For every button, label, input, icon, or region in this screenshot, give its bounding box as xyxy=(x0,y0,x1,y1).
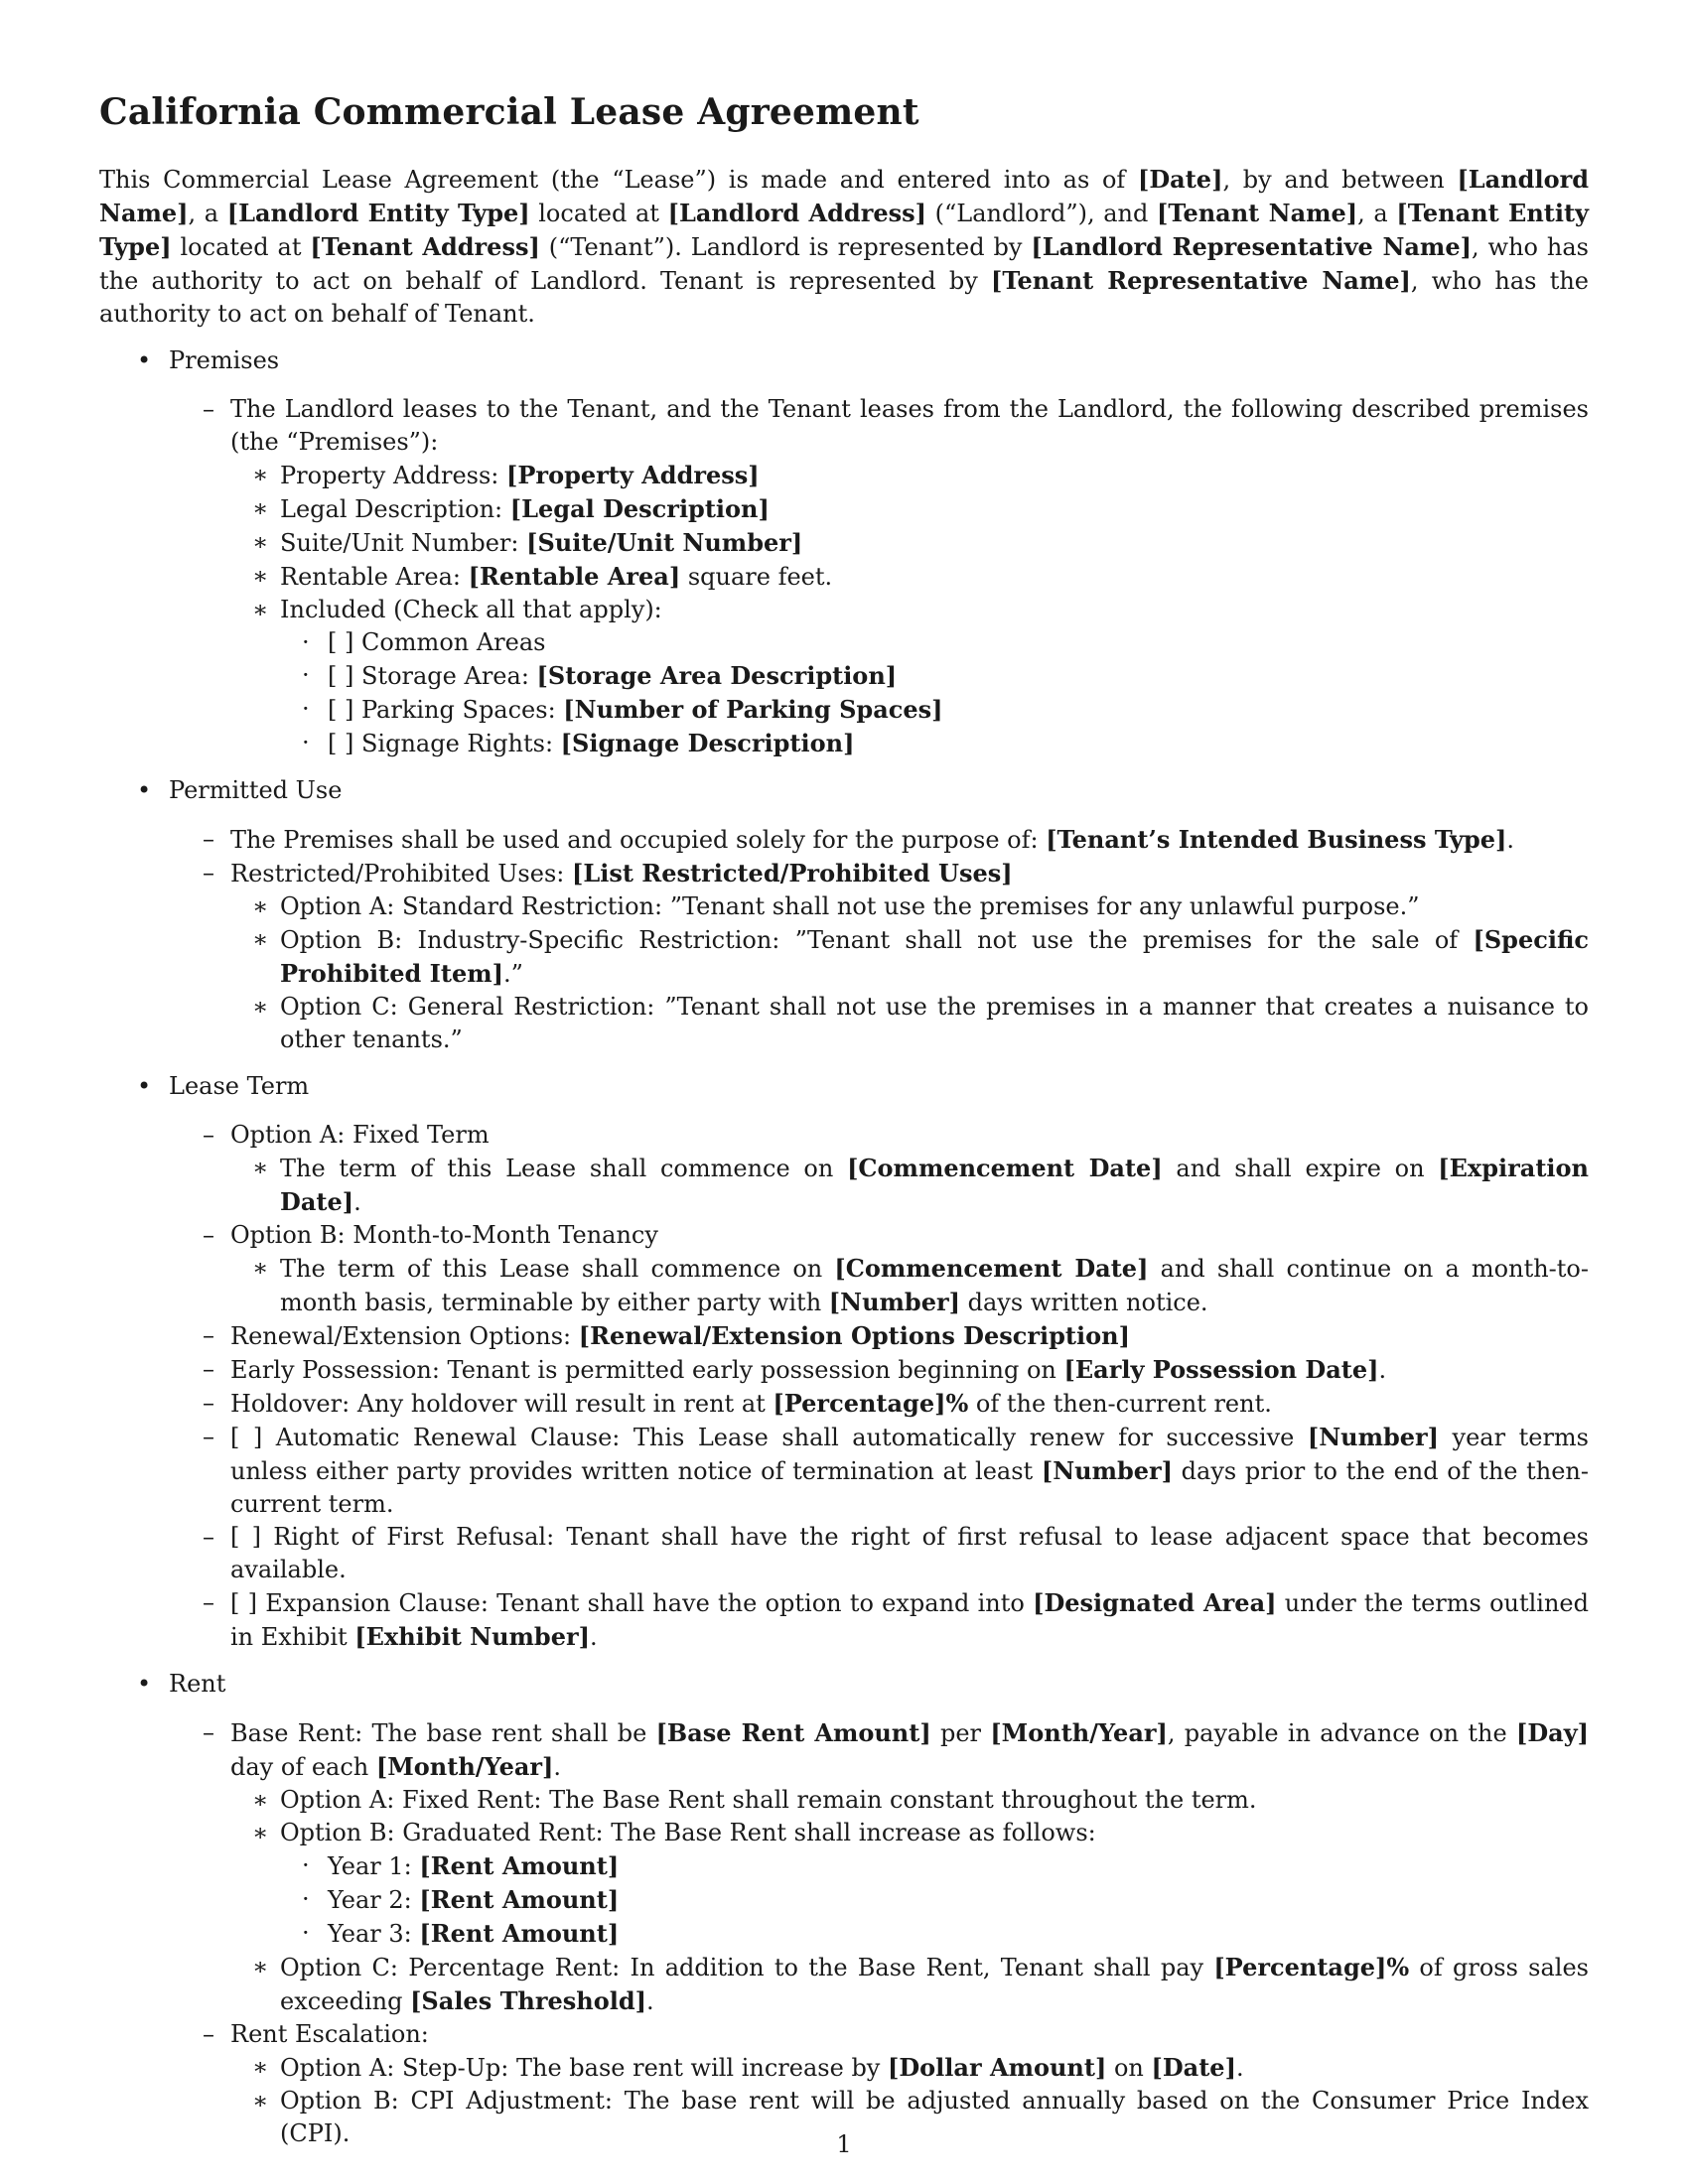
list-item: ∗ Option C: Percentage Rent: In addition to the Base Rent, Tenant shall pay [Percentage]% of gross sales exceeding [Sales Threshold]. xyxy=(252,1953,1589,2015)
checkbox-item-automatic-renewal[interactable]: – [ ] Automatic Renewal Clause: This Lease shall automatically renew for successive [Number] year terms unless either party provides written notice of termination at least [Number] days prior to the end of the then-current term. xyxy=(203,1423,1589,1518)
list-item: ∗ The term of this Lease shall commence on [Commencement Date] and shall continue on a month-to-month basis, terminable by either party with [Number] days written notice. xyxy=(252,1254,1589,1316)
intro-paragraph: This Commercial Lease Agreement (the “Lease”) is made and entered into as of [Date], by and between [Landlord Name], a [Landlord Entity Type] located at [Landlord Address] (“Landlord”), and [Tenant Name], a [Tenant Entity Type] located at [Tenant Address] (“Tenant”). Landlord is represented by [Landlord Representative Name], who has the authority to act on behalf of Landlord. Tenant is represented by [Tenant Representative Name], who has the authority to act on behalf of Tenant. xyxy=(99,165,1590,328)
list-item: – Rent Escalation: ∗ Option A: Step-Up: The base rent will increase by [Dollar Amount] on [Date]. ∗ Option B: CPI Adjustment: The base rent will be adjusted annually based on the Consumer Price Index (CPI). xyxy=(203,2018,1589,2150)
list-item: – Restricted/Prohibited Uses: [List Restricted/Prohibited Uses] ∗ Option A: Standard Restriction: ”Tenant shall not use the premises for any unlawful purpose.” ∗ Option B: Industry-Specific Restriction: ”Tenant shall not use the premises for the sale of [Specific Prohibited Item].” ∗ Option C: General Restriction: ”Tenant shall not use the premises in a manner that creates a nuisance to other tenants.” xyxy=(203,857,1589,1056)
section-title: Lease Term xyxy=(169,1072,310,1100)
page-number: 1 xyxy=(836,2130,852,2158)
list-item: · Year 1: [Rent Amount] xyxy=(302,1851,620,1880)
section-permitted-use: • Permitted Use – The Premises shall be used and occupied solely for the purpose of: [Tenant’s Intended Business Type]. – Restricted/Prohibited Uses: [List Restricted/Prohibited Uses] ∗ Option A: Standard Restriction: ”Tenant shall not use the premises for any unlawful purpose.” ∗ Option B: Industry-Specific Restriction: ”Tenant shall not use the premises for the sale of [Specific Prohibited Item].” ∗ Option C: General Restriction: ”Tenant shall not use the premises in a manner that creates a nuisance to other tenants.” xyxy=(99,774,1589,1056)
list-item: – Option B: Month-to-Month Tenancy ∗ The term of this Lease shall commence on [Commencement Date] and shall continue on a month-to-month basis, terminable by either party with [Number] days written notice. xyxy=(203,1219,1589,1319)
section-rent: • Rent – Base Rent: The base rent shall be [Base Rent Amount] per [Month/Year], payable in advance on the [Day] day of each [Month/Year]. ∗ Option A: Fixed Rent: The Base Rent shall remain constant throughout the term. ∗ Option B: Graduated Rent: The Base Rent shall increase as follows: · Year 1: [Rent Amount] · Year 2: [Rent Amount] · Year 3: [Rent Amount] ∗ Option C: Percentage Rent: In addition to the Base Rent, Tenant shall pay [Percentage]% of gross sales exceeding [Sales Threshold]. – Rent Escalation: ∗ Option A: Step-Up: The base rent will increase by [Dollar Amount] on [Date]. ∗ Option B: CPI Adjustment: The base rent will be adjusted annually based on the Consumer Price Index (CPI). xyxy=(99,1668,1589,2150)
list-item: – Renewal/Extension Options: [Renewal/Extension Options Description] xyxy=(203,1321,1130,1350)
list-item: ∗ Property Address: [Property Address] xyxy=(252,461,760,489)
list-item: ∗ The term of this Lease shall commence on [Commencement Date] and shall expire on [Expiration Date]. xyxy=(252,1154,1589,1216)
section-list xyxy=(99,344,1589,2150)
list-item: ∗ Included (Check all that apply): · [ ] Common Areas · [ ] Storage Area: [Storage Area Description] · [ ] Parking Spaces: [Number of Parking Spaces] · [ ] Signage Rights: [Signage Description] xyxy=(252,594,1589,760)
list-item: – The Landlord leases to the Tenant, and the Tenant leases from the Landlord, the following described premises (the “Premises”): ∗ Property Address: [Property Address] ∗ Legal Description: [Legal Description] ∗ Suite/Unit Number: [Suite/Unit Number] ∗ Rentable Area: [Rentable Area] square feet. ∗ Included (Check all that apply): · [ ] Common Areas · [ ] Storage Area: [Storage Area Description] · [ ] Parking Spaces: [Number of Parking Spaces] · [ ] Signage Rights: [Signage Description] xyxy=(203,393,1589,760)
section-premises: • Premises – The Landlord leases to the Tenant, and the Tenant leases from the Landlord, the following described premises (the “Premises”): ∗ Property Address: [Property Address] ∗ Legal Description: [Legal Description] ∗ Suite/Unit Number: [Suite/Unit Number] ∗ Rentable Area: [Rentable Area] square feet. ∗ Included (Check all that apply): · [ ] Common Areas · [ ] Storage Area: [Storage Area Description] · [ ] Parking Spaces: [Number of Parking Spaces] · [ ] Signage Rights: [Signage Description] xyxy=(99,344,1589,760)
list-item: – Early Possession: Tenant is permitted early possession beginning on [Early Possession Date]. xyxy=(203,1355,1387,1384)
checkbox-item-storage[interactable]: · [ ] Storage Area: [Storage Area Description] xyxy=(302,661,898,690)
list-item: ∗ Option A: Fixed Rent: The Base Rent shall remain constant throughout the term. xyxy=(252,1786,1257,1814)
document-title: California Commercial Lease Agreement xyxy=(99,91,919,133)
list-item: – Option A: Fixed Term ∗ The term of this Lease shall commence on [Commencement Date] and shall expire on [Expiration Date]. xyxy=(203,1119,1589,1219)
list-item: – Holdover: Any holdover will result in rent at [Percentage]% of the then-current rent. xyxy=(203,1389,1272,1418)
checkbox-item-signage[interactable]: · [ ] Signage Rights: [Signage Description] xyxy=(302,729,855,757)
section-title: Permitted Use xyxy=(169,776,343,804)
list-item: – The Premises shall be used and occupied solely for the purpose of: [Tenant’s Intended Business Type]. xyxy=(203,825,1515,854)
section-title: Rent xyxy=(169,1670,226,1698)
list-item: ∗ Rentable Area: [Rentable Area] square feet. xyxy=(252,562,833,591)
list-item: ∗ Legal Description: [Legal Description] xyxy=(252,494,770,523)
list-item: – Base Rent: The base rent shall be [Base Rent Amount] per [Month/Year], payable in advance on the [Day] day of each [Month/Year]. ∗ Option A: Fixed Rent: The Base Rent shall remain constant throughout the term. ∗ Option B: Graduated Rent: The Base Rent shall increase as follows: · Year 1: [Rent Amount] · Year 2: [Rent Amount] · Year 3: [Rent Amount] ∗ Option C: Percentage Rent: In addition to the Base Rent, Tenant shall pay [Percentage]% of gross sales exceeding [Sales Threshold]. xyxy=(203,1716,1589,2018)
list-item: ∗ Option C: General Restriction: ”Tenant shall not use the premises in a manner that creates a nuisance to other tenants.” xyxy=(252,993,1589,1053)
checkbox-item-parking[interactable]: · [ ] Parking Spaces: [Number of Parking Spaces] xyxy=(302,695,943,724)
list-item: ∗ Option A: Standard Restriction: ”Tenant shall not use the premises for any unlawful purpose.” xyxy=(252,892,1420,920)
list-item: · Year 3: [Rent Amount] xyxy=(302,1919,620,1948)
list-item: ∗ Option A: Step-Up: The base rent will increase by [Dollar Amount] on [Date]. xyxy=(252,2053,1244,2082)
list-item: ∗ Option B: Graduated Rent: The Base Rent shall increase as follows: · Year 1: [Rent Amount] · Year 2: [Rent Amount] · Year 3: [Rent Amount] xyxy=(252,1817,1589,1951)
section-title: Premises xyxy=(169,346,280,374)
checkbox-item-expansion-clause[interactable]: – [ ] Expansion Clause: Tenant shall have the option to expand into [Designated Area] under the terms outlined in Exhibit [Exhibit Number]. xyxy=(203,1588,1589,1651)
list-item: ∗ Suite/Unit Number: [Suite/Unit Number] xyxy=(252,528,803,557)
checkbox-item-right-of-first-refusal[interactable]: – [ ] Right of First Refusal: Tenant shall have the right of first refusal to lease adjacent space that becomes available. xyxy=(203,1523,1589,1583)
checkbox-item-common-areas[interactable]: · [ ] Common Areas xyxy=(302,628,546,656)
list-item: · Year 2: [Rent Amount] xyxy=(302,1885,620,1914)
list-item: ∗ Option B: Industry-Specific Restriction: ”Tenant shall not use the premises for the sale of [Specific Prohibited Item].” xyxy=(252,925,1589,988)
list-item: ∗ Option B: CPI Adjustment: The base rent will be adjusted annually based on the Consumer Price Index (CPI). xyxy=(252,2087,1589,2147)
section-lease-term: • Lease Term – Option A: Fixed Term ∗ The term of this Lease shall commence on [Commencement Date] and shall expire on [Expiration Date]. – Option B: Month-to-Month Tenancy ∗ The term of this Lease shall commence on [Commencement Date] and shall continue on a month-to-month basis, terminable by either party with [Number] days written notice. – Renewal/Extension Options: [Renewal/Extension Options Description] – Early Possession: Tenant is permitted early possession beginning on [Early Possession Date]. – Holdover: Any holdover will result in rent at [Percentage]% of the then-current rent. – [ ] Automatic Renewal Clause: This Lease shall automatically renew for successive [Number] year terms unless either party provides written notice of termination at least [Number] days prior to the end of the then-current term. – [ ] Right of First Refusal: Tenant shall have the right of first refusal to lease adjacent space that becomes available. – [ ] Expansion Clause: Tenant shall have the option to expand into [Designated Area] under the terms outlined in Exhibit [Exhibit Number]. xyxy=(99,1070,1589,1654)
document-page xyxy=(99,79,1589,2150)
